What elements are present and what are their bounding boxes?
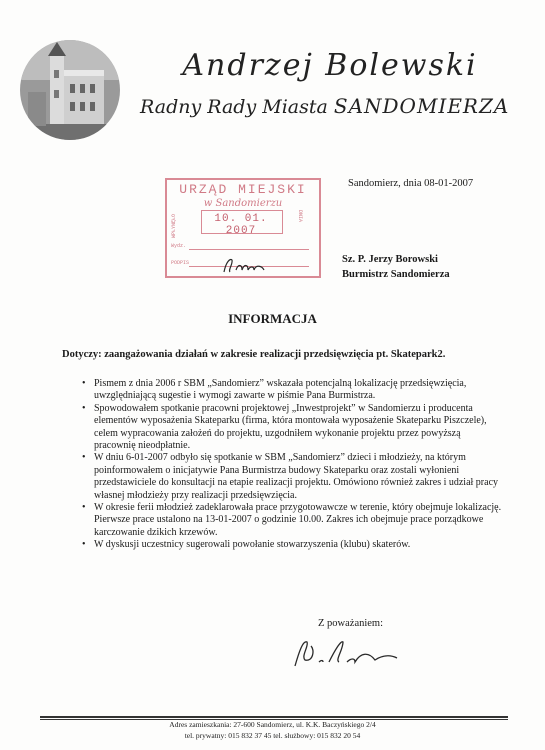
subject-line: Dotyczy: zaangażowania działań w zakresie realizacji przedsięwzięcia pt. Skatepark2. [62,349,446,360]
stamp-subtitle: w Sandomierzu [203,198,283,209]
stamp-label-left: WPŁYNĘŁO [171,213,177,238]
list-item: • Spowodowałem spotkanie pracowni projektowej „Inwestprojekt” w Sandomierzu i producenta elementów wyposażenia Skateparku (firma, która montowała wyposażenie Skateparku Piszczele), celem wypracowania założeń do projektu, uzgodniłem wykonanie projektu przez powyższą pracownię nieodpłatnie. [82,403,502,453]
letter-date: Sandomierz, dnia 08-01-2007 [348,178,474,189]
letterhead-subtitle-prefix: Radny Rady Miasta [140,96,328,118]
list-item: • W okresie ferii młodzież zadeklarowała prace przygotowawcze w terenie, który obejmuje lokalizację. Pierwsze prace ustalono na 13-01-2007 o godzinie 10.00. Zakres ich obejmuje prace porządkowe karczowanie dzikich krzewów. [82,502,502,539]
stamp-rule [189,249,309,250]
letterhead-subtitle-city: SANDOMIERZA [333,94,510,118]
addressee-name: Sz. P. Jerzy Borowski [342,254,438,265]
letterhead-name: Andrzej Bolewski [182,48,478,83]
stamp-label-right: DNIA [297,210,303,223]
letterhead-subtitle [140,94,520,118]
information-list [82,378,502,552]
stamp-label-podpis: PODPIS [171,260,190,266]
stamp-date: 10. 01. 2007 [214,213,268,237]
stamp-label-wyd: Wydz. [171,243,187,249]
closing-salutation: Z poważaniem: [318,618,384,629]
addressee-block [342,252,450,282]
footer-rule [40,716,508,718]
stamp-handwritten-initials [220,254,280,276]
town-hall-logo [20,40,120,140]
list-item: • W dniu 6-01-2007 odbyło się spotkanie w SBM „Sandomierz” dzieci i młodzieży, na którym poinformowałem o inicjatywie Pana Burmistrza budowy Skateparku oraz zostali wyłonieni przedstawiciele do konsultacji na etapie realizacji projektu. Omówiono również zakres i udział pracy własnej młodzieży przy realizacji przedsięwzięcia. [82,452,502,502]
footer-address: Adres zamieszkania: 27-600 Sandomierz, ul. K.K. Baczyńskiego 2/4 [169,720,376,729]
list-item: • W dyskusji uczestnicy sugerowali powołanie stowarzyszenia (klubu) skaterów. [82,539,502,551]
footer-phones: tel. prywatny: 015 832 37 45 tel. służbowy: 015 832 20 54 [184,731,361,740]
addressee-position: Burmistrz Sandomierza [342,269,450,280]
document-title: INFORMACJA [228,311,317,326]
list-item: • Pismem z dnia 2006 r SBM „Sandomierz” wskazała potencjalną lokalizację przedsięwzięcia, uwzględniającą sugestie i wymogi zawarte w piśmie Pana Burmistrza. [82,378,502,403]
handwritten-signature [285,632,405,672]
stamp-title: URZĄD MIEJSKI [179,182,307,197]
